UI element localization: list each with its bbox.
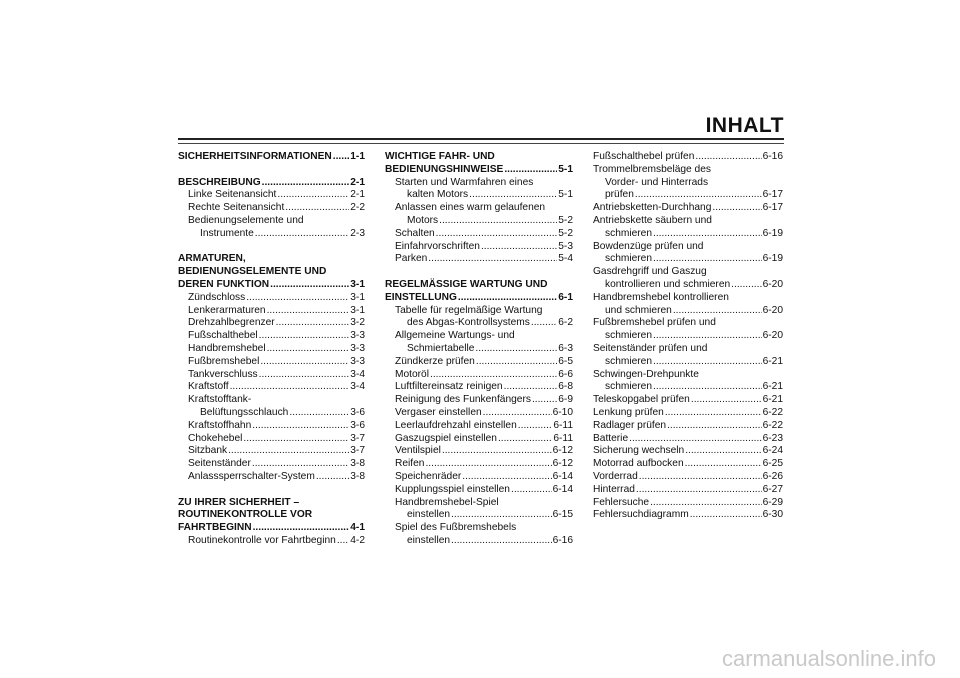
- toc-entry[interactable]: [593, 394, 783, 407]
- toc-dot-leader: [262, 177, 350, 190]
- toc-dot-leader: [276, 317, 350, 330]
- toc-dot-leader: [442, 445, 552, 458]
- toc-entry-title: BESCHREIBUNG: [178, 176, 261, 188]
- toc-entry-title: Schalten: [395, 227, 435, 239]
- toc-entry-title: Linke Seitenansicht: [188, 189, 277, 201]
- toc-dot-leader: [337, 535, 349, 548]
- toc-dot-leader: [277, 189, 349, 202]
- toc-page-number: 6-20: [762, 278, 783, 290]
- toc-dot-leader: [246, 292, 349, 305]
- toc-entry-title: Lenkerarmaturen: [188, 304, 266, 316]
- toc-page-number: 2-1: [350, 176, 365, 188]
- toc-entry-title: Vorderrad: [593, 470, 638, 482]
- toc-page-number: 3-6: [350, 419, 365, 431]
- toc-page-number: 6-20: [762, 330, 783, 342]
- toc-page-number: 6-1: [558, 291, 573, 303]
- toc-dot-leader: [228, 445, 349, 458]
- toc-entry[interactable]: [385, 407, 573, 420]
- toc-entry-title: schmieren: [605, 227, 652, 239]
- toc-page-number: 6-19: [762, 227, 783, 239]
- toc-dot-leader: [230, 381, 350, 394]
- toc-entry[interactable]: [593, 509, 783, 522]
- toc-entry-title: Antriebsketten-Durchhang: [593, 202, 712, 214]
- toc-section-entry[interactable]: [178, 177, 365, 190]
- toc-dot-leader: [653, 381, 762, 394]
- toc-entry[interactable]: [593, 330, 783, 343]
- toc-entry[interactable]: [593, 305, 783, 318]
- toc-dot-leader: [498, 433, 552, 446]
- toc-entry-text: Fußbremshebel prüfen und: [593, 317, 716, 329]
- toc-page-number: 6-2: [558, 317, 573, 329]
- toc-entry-title: EINSTELLUNG: [385, 291, 457, 303]
- toc-entry[interactable]: [593, 420, 783, 433]
- toc-entry-title: Lenkung prüfen: [593, 406, 664, 418]
- toc-dot-leader: [667, 420, 762, 433]
- toc-dot-leader: [475, 343, 557, 356]
- toc-entry-text: Schwingen-Drehpunkte: [593, 368, 699, 380]
- toc-dot-leader: [333, 151, 350, 164]
- toc-dot-leader: [451, 509, 552, 522]
- toc-entry[interactable]: [593, 228, 783, 241]
- toc-entry-title: Reinigung des Funkenfängers: [395, 394, 531, 406]
- toc-entry[interactable]: [385, 471, 573, 484]
- toc-entry[interactable]: [178, 535, 365, 548]
- toc-entry[interactable]: [178, 356, 365, 369]
- toc-entry-title: Chokehebel: [188, 432, 243, 444]
- toc-page-number: 6-24: [762, 445, 783, 457]
- toc-page-number: 6-12: [552, 445, 573, 457]
- toc-spacer: [178, 484, 365, 497]
- toc-dot-leader: [259, 330, 350, 343]
- toc-entry[interactable]: [385, 420, 573, 433]
- toc-dot-leader: [270, 279, 349, 292]
- toc-page-number: 6-27: [762, 483, 783, 495]
- toc-dot-leader: [653, 356, 762, 369]
- toc-dot-leader: [481, 241, 557, 254]
- toc-entry-title: Instrumente: [200, 227, 254, 239]
- toc-entry-title: Sitzbank: [188, 445, 228, 457]
- toc-entry-title: prüfen: [605, 189, 634, 201]
- toc-entry[interactable]: [385, 356, 573, 369]
- toc-column-3: [593, 151, 783, 522]
- toc-entry-title: Fußschalthebel prüfen: [593, 151, 695, 162]
- toc-page-number: 6-11: [553, 419, 573, 431]
- toc-page-number: 3-1: [350, 278, 365, 290]
- toc-entry[interactable]: [178, 369, 365, 382]
- toc-entry[interactable]: [385, 228, 573, 241]
- toc-dot-leader: [695, 151, 761, 164]
- toc-column-2: [385, 151, 573, 548]
- toc-entry[interactable]: [593, 471, 783, 484]
- toc-entry-title: kontrollieren und schmieren: [605, 278, 731, 290]
- toc-dot-leader: [428, 253, 557, 266]
- toc-entry[interactable]: [593, 497, 783, 510]
- toc-entry-title: Parken: [395, 253, 428, 265]
- toc-entry[interactable]: [178, 292, 365, 305]
- toc-entry[interactable]: [178, 317, 365, 330]
- toc-section-entry[interactable]: [385, 164, 573, 177]
- toc-page-number: 6-30: [762, 509, 783, 521]
- toc-section-heading: BEDIENUNGSELEMENTE UND: [178, 266, 327, 278]
- toc-entry[interactable]: [178, 445, 365, 458]
- toc-spacer: [178, 241, 365, 254]
- toc-page-number: 6-22: [762, 419, 783, 431]
- toc-dot-leader: [712, 202, 761, 215]
- toc-page-number: 3-8: [350, 458, 365, 470]
- toc-page-number: 6-22: [762, 406, 783, 418]
- toc-entry-title: schmieren: [605, 355, 652, 367]
- toc-dot-leader: [439, 215, 557, 228]
- toc-entry[interactable]: [385, 484, 573, 497]
- toc-entry-title: Drehzahlbegrenzer: [188, 317, 275, 329]
- toc-dot-leader: [636, 484, 762, 497]
- toc-entry-title: Motors: [407, 214, 439, 226]
- toc-dot-leader: [252, 420, 349, 433]
- toc-entry-title: Gaszugspiel einstellen: [395, 432, 497, 444]
- toc-entry[interactable]: [385, 433, 573, 446]
- toc-dot-leader: [469, 189, 557, 202]
- toc-entry[interactable]: [593, 458, 783, 471]
- toc-entry[interactable]: [178, 407, 365, 420]
- toc-entry-text: Bedienungselemente und: [188, 214, 304, 226]
- toc-entry-title: Fußbremshebel: [188, 355, 260, 367]
- toc-dot-leader: [504, 381, 558, 394]
- toc-dot-leader: [685, 458, 762, 471]
- toc-entry-title: Handbremshebel: [188, 342, 266, 354]
- toc-entry-text: Starten und Warmfahren eines: [395, 176, 534, 188]
- toc-entry-title: schmieren: [605, 381, 652, 393]
- toc-entry-title: Reifen: [395, 458, 425, 470]
- toc-page-number: 6-3: [558, 342, 573, 354]
- toc-entry-title: Sicherung wechseln: [593, 445, 685, 457]
- toc-page-number: 2-3: [350, 227, 365, 239]
- toc-dot-leader: [504, 164, 557, 177]
- toc-dot-leader: [462, 471, 551, 484]
- toc-entry-title: Einfahrvorschriften: [395, 240, 480, 252]
- toc-page-number: 5-3: [558, 240, 573, 252]
- toc-entry-text: Seitenständer prüfen und: [593, 342, 708, 354]
- toc-entry-text: Spiel des Fußbremshebels: [395, 522, 517, 534]
- toc-entry-title: Vergaser einstellen: [395, 406, 482, 418]
- toc-entry-title: schmieren: [605, 253, 652, 265]
- toc-page-number: 6-20: [762, 304, 783, 316]
- toc-entry-title: FAHRTBEGINN: [178, 522, 252, 534]
- toc-entry-text: Handbremshebel-Spiel: [395, 496, 499, 508]
- toc-page-number: 6-25: [762, 458, 783, 470]
- toc-entry-title: Fehlersuche: [593, 496, 650, 508]
- toc-page-number: 6-8: [558, 381, 573, 393]
- toc-entry-text: Kraftstofftank-: [188, 394, 252, 406]
- toc-page-number: 6-21: [762, 355, 783, 367]
- toc-entry[interactable]: [385, 253, 573, 266]
- toc-entry-title: Rechte Seitenansicht: [188, 202, 285, 214]
- toc-entry[interactable]: [178, 330, 365, 343]
- watermark: carmanualsonline.info: [721, 646, 936, 671]
- toc-dot-leader: [673, 305, 762, 318]
- toc-dot-leader: [430, 369, 557, 382]
- toc-section-heading: ARMATUREN,: [178, 253, 246, 265]
- toc-entry-title: kalten Motors: [407, 189, 469, 201]
- toc-entry[interactable]: [593, 484, 783, 497]
- toc-entry[interactable]: [385, 458, 573, 471]
- toc-page-number: 6-11: [553, 432, 573, 444]
- toc-entry-title: einstellen: [407, 534, 451, 546]
- toc-entry-title: Teleskopgabel prüfen: [593, 394, 690, 406]
- toc-page-number: 6-21: [762, 381, 783, 393]
- toc-page-number: 3-3: [350, 330, 365, 342]
- toc-entry[interactable]: [178, 471, 365, 484]
- toc-page-number: 6-17: [762, 189, 783, 201]
- toc-page-number: 6-16: [552, 534, 573, 546]
- toc-entry[interactable]: [593, 253, 783, 266]
- toc-dot-leader: [691, 394, 762, 407]
- toc-dot-leader: [731, 279, 761, 292]
- toc-page-number: 3-6: [350, 406, 365, 418]
- toc-page-number: 5-1: [558, 163, 573, 175]
- page-title: INHALT: [705, 114, 784, 137]
- toc-page-number: 6-21: [762, 394, 783, 406]
- toc-entry-title: SICHERHEITSINFORMATIONEN: [178, 151, 332, 162]
- toc-entry-text: Bowdenzüge prüfen und: [593, 240, 704, 252]
- toc-dot-leader: [451, 535, 552, 548]
- toc-page-number: 3-4: [350, 381, 365, 393]
- toc-entry[interactable]: [178, 305, 365, 318]
- toc-entry[interactable]: [385, 343, 573, 356]
- toc-dot-leader: [316, 471, 349, 484]
- toc-entry-title: BEDIENUNGSHINWEISE: [385, 163, 504, 175]
- toc-entry-title: DEREN FUNKTION: [178, 278, 270, 290]
- toc-entry-text: Anlassen eines warm gelaufenen: [395, 202, 546, 214]
- toc-section-heading: REGELMÄSSIGE WARTUNG UND: [385, 278, 548, 290]
- toc-entry[interactable]: [593, 445, 783, 458]
- toc-entry-title: Leerlaufdrehzahl einstellen: [395, 419, 517, 431]
- toc-dot-leader: [260, 356, 349, 369]
- toc-entry[interactable]: [178, 420, 365, 433]
- toc-page-number: 6-16: [762, 151, 783, 162]
- toc-page-number: 6-26: [762, 470, 783, 482]
- toc-entry[interactable]: [385, 369, 573, 382]
- toc-page-number: 6-29: [762, 496, 783, 508]
- toc-section-entry[interactable]: [178, 279, 365, 292]
- toc-page-number: 3-1: [350, 291, 365, 303]
- toc-section-entry[interactable]: [178, 522, 365, 535]
- toc-entry-title: Radlager prüfen: [593, 419, 667, 431]
- toc-entry-title: schmieren: [605, 330, 652, 342]
- toc-entry[interactable]: [178, 343, 365, 356]
- toc-entry[interactable]: [178, 458, 365, 471]
- toc-dot-leader: [653, 253, 762, 266]
- toc-page-number: 6-15: [552, 509, 573, 521]
- toc-page-number: 6-14: [552, 483, 573, 495]
- toc-dot-leader: [511, 484, 552, 497]
- toc-page-number: 3-1: [350, 304, 365, 316]
- toc-entry-title: und schmieren: [605, 304, 672, 316]
- toc-entry-title: Hinterrad: [593, 483, 635, 495]
- toc-page-number: 6-17: [762, 202, 783, 214]
- toc-entry[interactable]: [178, 202, 365, 215]
- toc-entry-text: Vorder- und Hinterrads: [605, 176, 709, 188]
- toc-dot-leader: [653, 228, 762, 241]
- title-rule-thick: [178, 138, 784, 140]
- toc-entry-text: Trommelbremsbeläge des: [593, 163, 711, 175]
- toc-dot-leader: [635, 189, 762, 202]
- toc-page-number: 3-2: [350, 317, 365, 329]
- toc-dot-leader: [685, 445, 761, 458]
- toc-entry-title: Schmiertabelle: [407, 342, 475, 354]
- toc-page-number: 1-1: [350, 151, 365, 162]
- toc-entry-title: einstellen: [407, 509, 451, 521]
- toc-dot-leader: [252, 458, 349, 471]
- toc-page-number: 3-3: [350, 355, 365, 367]
- toc-entry-title: Fußschalthebel: [188, 330, 258, 342]
- toc-section-heading: WICHTIGE FAHR- UND: [385, 151, 495, 162]
- toc-section-entry[interactable]: [178, 151, 365, 164]
- toc-entry-title: Tankverschluss: [188, 368, 258, 380]
- toc-dot-leader: [531, 317, 557, 330]
- toc-dot-leader: [665, 407, 762, 420]
- toc-entry[interactable]: [593, 407, 783, 420]
- toc-page-number: 5-2: [558, 214, 573, 226]
- toc-entry[interactable]: [593, 189, 783, 202]
- toc-entry-title: Luftfiltereinsatz reinigen: [395, 381, 503, 393]
- toc-dot-leader: [243, 433, 349, 446]
- toc-page-number: 2-1: [350, 189, 365, 201]
- toc-page-number: 3-8: [350, 470, 365, 482]
- toc-entry-title: Fehlersuchdiagramm: [593, 509, 689, 521]
- toc-dot-leader: [483, 407, 552, 420]
- toc-entry[interactable]: [385, 509, 573, 522]
- toc-entry[interactable]: [178, 189, 365, 202]
- toc-entry-text: Allgemeine Wartungs- und: [395, 330, 515, 342]
- toc-page-number: 4-1: [350, 522, 365, 534]
- toc-entry-title: des Abgas-Kontrollsystems: [407, 317, 530, 329]
- toc-entry-title: Kupplungsspiel einstellen: [395, 483, 510, 495]
- toc-entry-text: Tabelle für regelmäßige Wartung: [395, 304, 543, 316]
- toc-entry-text: Antriebskette säubern und: [593, 214, 712, 226]
- toc-dot-leader: [629, 433, 762, 446]
- toc-entry-text: Handbremshebel kontrollieren: [593, 291, 729, 303]
- toc-entry[interactable]: [385, 241, 573, 254]
- toc-entry-title: Ventilspiel: [395, 445, 441, 457]
- toc-page-number: 6-6: [558, 368, 573, 380]
- toc-page-number: 3-7: [350, 445, 365, 457]
- toc-page-number: 3-4: [350, 368, 365, 380]
- toc-dot-leader: [650, 497, 762, 510]
- toc-dot-leader: [436, 228, 558, 241]
- toc-entry-title: Speichenräder: [395, 470, 462, 482]
- toc-page-number: 2-2: [350, 202, 365, 214]
- toc-spacer: [178, 164, 365, 177]
- toc-entry-title: Motoröl: [395, 368, 429, 380]
- toc-page-number: 5-2: [558, 227, 573, 239]
- toc-entry[interactable]: [593, 356, 783, 369]
- toc-entry-title: Kraftstoffhahn: [188, 419, 252, 431]
- toc-entry-title: Belüftungsschlauch: [200, 406, 289, 418]
- toc-dot-leader: [267, 343, 350, 356]
- toc-section-heading: ZU IHRER SICHERHEIT –: [178, 496, 300, 508]
- toc-entry[interactable]: [178, 381, 365, 394]
- toc-page-number: 6-10: [552, 406, 573, 418]
- toc-dot-leader: [653, 330, 762, 343]
- toc-entry[interactable]: [385, 445, 573, 458]
- toc-dot-leader: [289, 407, 349, 420]
- toc-entry-title: Zündkerze prüfen: [395, 355, 475, 367]
- toc-entry-text: Gasdrehgriff und Gaszug: [593, 266, 707, 278]
- toc-spacer: [385, 266, 573, 279]
- toc-dot-leader: [690, 509, 762, 522]
- toc-entry[interactable]: [178, 228, 365, 241]
- toc-entry[interactable]: [593, 151, 783, 164]
- toc-dot-leader: [458, 292, 557, 305]
- title-rule-thin: [178, 143, 784, 144]
- toc-dot-leader: [285, 202, 349, 215]
- toc-entry[interactable]: [593, 433, 783, 446]
- toc-page-number: 6-12: [552, 458, 573, 470]
- toc-entry-title: Seitenständer: [188, 458, 251, 470]
- toc-entry[interactable]: [593, 202, 783, 215]
- toc-page-number: 6-23: [762, 432, 783, 444]
- toc-dot-leader: [255, 228, 349, 241]
- toc-entry[interactable]: [593, 279, 783, 292]
- toc-entry-title: Zündschloss: [188, 291, 246, 303]
- toc-entry[interactable]: [385, 381, 573, 394]
- toc-page-number: 6-5: [558, 355, 573, 367]
- toc-entry[interactable]: [178, 433, 365, 446]
- toc-entry[interactable]: [385, 189, 573, 202]
- toc-dot-leader: [532, 394, 557, 407]
- toc-page-number: 6-19: [762, 253, 783, 265]
- toc-page-number: 5-4: [558, 253, 573, 265]
- toc-dot-leader: [476, 356, 557, 369]
- toc-entry[interactable]: [385, 317, 573, 330]
- toc-entry-title: Batterie: [593, 432, 629, 444]
- toc-dot-leader: [425, 458, 551, 471]
- toc-section-heading: ROUTINEKONTROLLE VOR: [178, 509, 313, 521]
- toc-page-number: 4-2: [350, 534, 365, 546]
- toc-entry-title: Motorrad aufbocken: [593, 458, 684, 470]
- toc-entry[interactable]: [593, 381, 783, 394]
- toc-page-number: 3-7: [350, 432, 365, 444]
- toc-page-number: 6-14: [552, 470, 573, 482]
- toc-page-number: 3-3: [350, 342, 365, 354]
- toc-dot-leader: [518, 420, 553, 433]
- toc-column-1: [178, 151, 365, 548]
- toc-section-entry[interactable]: [385, 292, 573, 305]
- toc-entry-title: Routinekontrolle vor Fahrtbeginn: [188, 534, 336, 546]
- toc-dot-leader: [267, 305, 350, 318]
- toc-entry[interactable]: [385, 394, 573, 407]
- toc-page-number: 5-1: [558, 189, 573, 201]
- toc-dot-leader: [639, 471, 762, 484]
- toc-entry-title: Kraftstoff: [188, 381, 229, 393]
- toc-dot-leader: [253, 522, 350, 535]
- toc-entry[interactable]: [385, 215, 573, 228]
- toc-dot-leader: [259, 369, 350, 382]
- toc-entry-title: Anlasssperrschalter-System: [188, 470, 315, 482]
- toc-entry[interactable]: [385, 535, 573, 548]
- toc-page-number: 6-9: [558, 394, 573, 406]
